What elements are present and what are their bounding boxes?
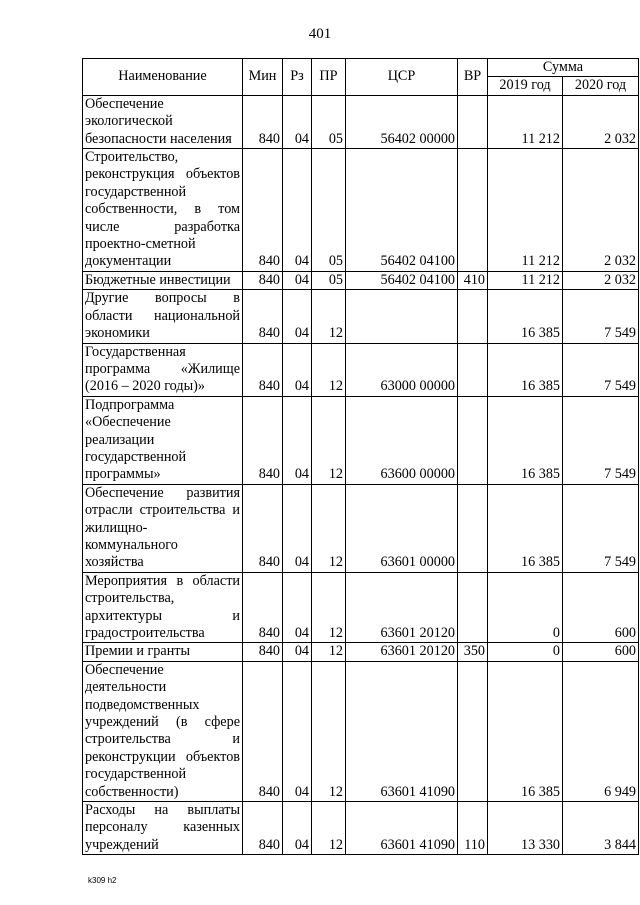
- row-sum-2019: 16 385: [488, 661, 563, 801]
- row-sum-2019: 0: [488, 643, 563, 661]
- table-row: [83, 643, 639, 661]
- row-min: 840: [243, 572, 283, 643]
- row-pr: 12: [312, 802, 346, 855]
- table-row: [83, 290, 639, 343]
- row-rz: 04: [283, 484, 312, 572]
- row-sum-2020: 7 549: [563, 343, 639, 396]
- table-row: [83, 484, 639, 572]
- budget-table: [82, 58, 639, 855]
- row-sum-2020: 3 844: [563, 802, 639, 855]
- row-rz: 04: [283, 643, 312, 661]
- row-vr: [458, 343, 488, 396]
- row-rz: 04: [283, 271, 312, 289]
- row-name: Обеспечение развития отрасли строительства и жилищно-коммунального хозяйства: [83, 484, 243, 572]
- table-row: [83, 149, 639, 272]
- row-csr: 63600 00000: [346, 396, 458, 484]
- row-csr: 63601 41090: [346, 802, 458, 855]
- table-row: [83, 95, 639, 148]
- row-name: Расходы на выплаты персоналу казенных учреждений: [83, 802, 243, 855]
- row-vr: [458, 572, 488, 643]
- row-name: Строительство, реконструкция объектов государственной собственности, в том числе разработка проектно-сметной документации: [83, 149, 243, 272]
- row-csr: 56402 00000: [346, 95, 458, 148]
- row-sum-2019: 0: [488, 572, 563, 643]
- header-year-2020: 2020 год: [563, 77, 639, 95]
- row-name: Обеспечение деятельности подведомственных учреждений (в сфере строительства и реконструкции объектов государственной собственности): [83, 661, 243, 801]
- table-row: [83, 802, 639, 855]
- table-row: [83, 271, 639, 289]
- row-sum-2020: 6 949: [563, 661, 639, 801]
- row-vr: [458, 396, 488, 484]
- row-sum-2019: 16 385: [488, 290, 563, 343]
- row-vr: 350: [458, 643, 488, 661]
- row-min: 840: [243, 290, 283, 343]
- row-min: 840: [243, 95, 283, 148]
- row-vr: 110: [458, 802, 488, 855]
- row-rz: 04: [283, 661, 312, 801]
- row-name: Обеспечение экологической безопасности населения: [83, 95, 243, 148]
- row-sum-2020: 2 032: [563, 149, 639, 272]
- row-sum-2020: 600: [563, 572, 639, 643]
- row-vr: [458, 95, 488, 148]
- row-csr: 56402 04100: [346, 149, 458, 272]
- row-vr: [458, 290, 488, 343]
- row-name: Государственная программа «Жилище (2016 – 2020 годы)»: [83, 343, 243, 396]
- row-sum-2020: 7 549: [563, 290, 639, 343]
- row-pr: 12: [312, 396, 346, 484]
- header-sum: Сумма: [488, 59, 639, 77]
- row-csr: 56402 04100: [346, 271, 458, 289]
- row-min: 840: [243, 271, 283, 289]
- row-min: 840: [243, 149, 283, 272]
- row-pr: 05: [312, 149, 346, 272]
- row-rz: 04: [283, 396, 312, 484]
- row-csr: 63601 00000: [346, 484, 458, 572]
- row-pr: 12: [312, 643, 346, 661]
- row-sum-2020: 7 549: [563, 396, 639, 484]
- row-sum-2019: 13 330: [488, 802, 563, 855]
- row-pr: 05: [312, 271, 346, 289]
- row-sum-2019: 16 385: [488, 396, 563, 484]
- row-pr: 12: [312, 661, 346, 801]
- row-min: 840: [243, 343, 283, 396]
- row-rz: 04: [283, 572, 312, 643]
- table-row: [83, 396, 639, 484]
- row-csr: 63000 00000: [346, 343, 458, 396]
- row-sum-2019: 11 212: [488, 95, 563, 148]
- row-csr: 63601 20120: [346, 643, 458, 661]
- row-rz: 04: [283, 802, 312, 855]
- row-sum-2020: 600: [563, 643, 639, 661]
- row-sum-2020: 2 032: [563, 271, 639, 289]
- header-name: Наименование: [83, 59, 243, 96]
- row-min: 840: [243, 643, 283, 661]
- row-sum-2020: 7 549: [563, 484, 639, 572]
- row-rz: 04: [283, 149, 312, 272]
- row-pr: 12: [312, 290, 346, 343]
- table-row: [83, 661, 639, 801]
- row-rz: 04: [283, 343, 312, 396]
- row-min: 840: [243, 802, 283, 855]
- header-csr: ЦСР: [346, 59, 458, 96]
- row-name: Подпрограмма «Обеспечение реализации государственной программы»: [83, 396, 243, 484]
- header-pr: ПР: [312, 59, 346, 96]
- row-pr: 12: [312, 343, 346, 396]
- row-name: Другие вопросы в области национальной экономики: [83, 290, 243, 343]
- row-rz: 04: [283, 290, 312, 343]
- row-sum-2019: 11 212: [488, 271, 563, 289]
- row-name: Бюджетные инвестиции: [83, 271, 243, 289]
- table-row: [83, 572, 639, 643]
- row-vr: [458, 661, 488, 801]
- row-name: Мероприятия в области строительства, архитектуры и градостроительства: [83, 572, 243, 643]
- row-sum-2019: 16 385: [488, 343, 563, 396]
- header-year-2019: 2019 год: [488, 77, 563, 95]
- row-pr: 05: [312, 95, 346, 148]
- row-rz: 04: [283, 95, 312, 148]
- row-csr: [346, 290, 458, 343]
- row-min: 840: [243, 661, 283, 801]
- row-sum-2019: 16 385: [488, 484, 563, 572]
- row-vr: [458, 484, 488, 572]
- header-min: Мин: [243, 59, 283, 96]
- row-min: 840: [243, 484, 283, 572]
- table-body: [83, 95, 639, 854]
- header-vr: ВР: [458, 59, 488, 96]
- row-csr: 63601 20120: [346, 572, 458, 643]
- row-csr: 63601 41090: [346, 661, 458, 801]
- header-rz: Рз: [283, 59, 312, 96]
- row-pr: 12: [312, 572, 346, 643]
- row-vr: [458, 149, 488, 272]
- row-vr: 410: [458, 271, 488, 289]
- row-sum-2019: 11 212: [488, 149, 563, 272]
- row-sum-2020: 2 032: [563, 95, 639, 148]
- footer-code: k309 h2: [88, 876, 117, 885]
- table-row: [83, 343, 639, 396]
- table-header-row: [83, 59, 639, 77]
- row-min: 840: [243, 396, 283, 484]
- page-number: 401: [308, 26, 332, 42]
- row-pr: 12: [312, 484, 346, 572]
- row-name: Премии и гранты: [83, 643, 243, 661]
